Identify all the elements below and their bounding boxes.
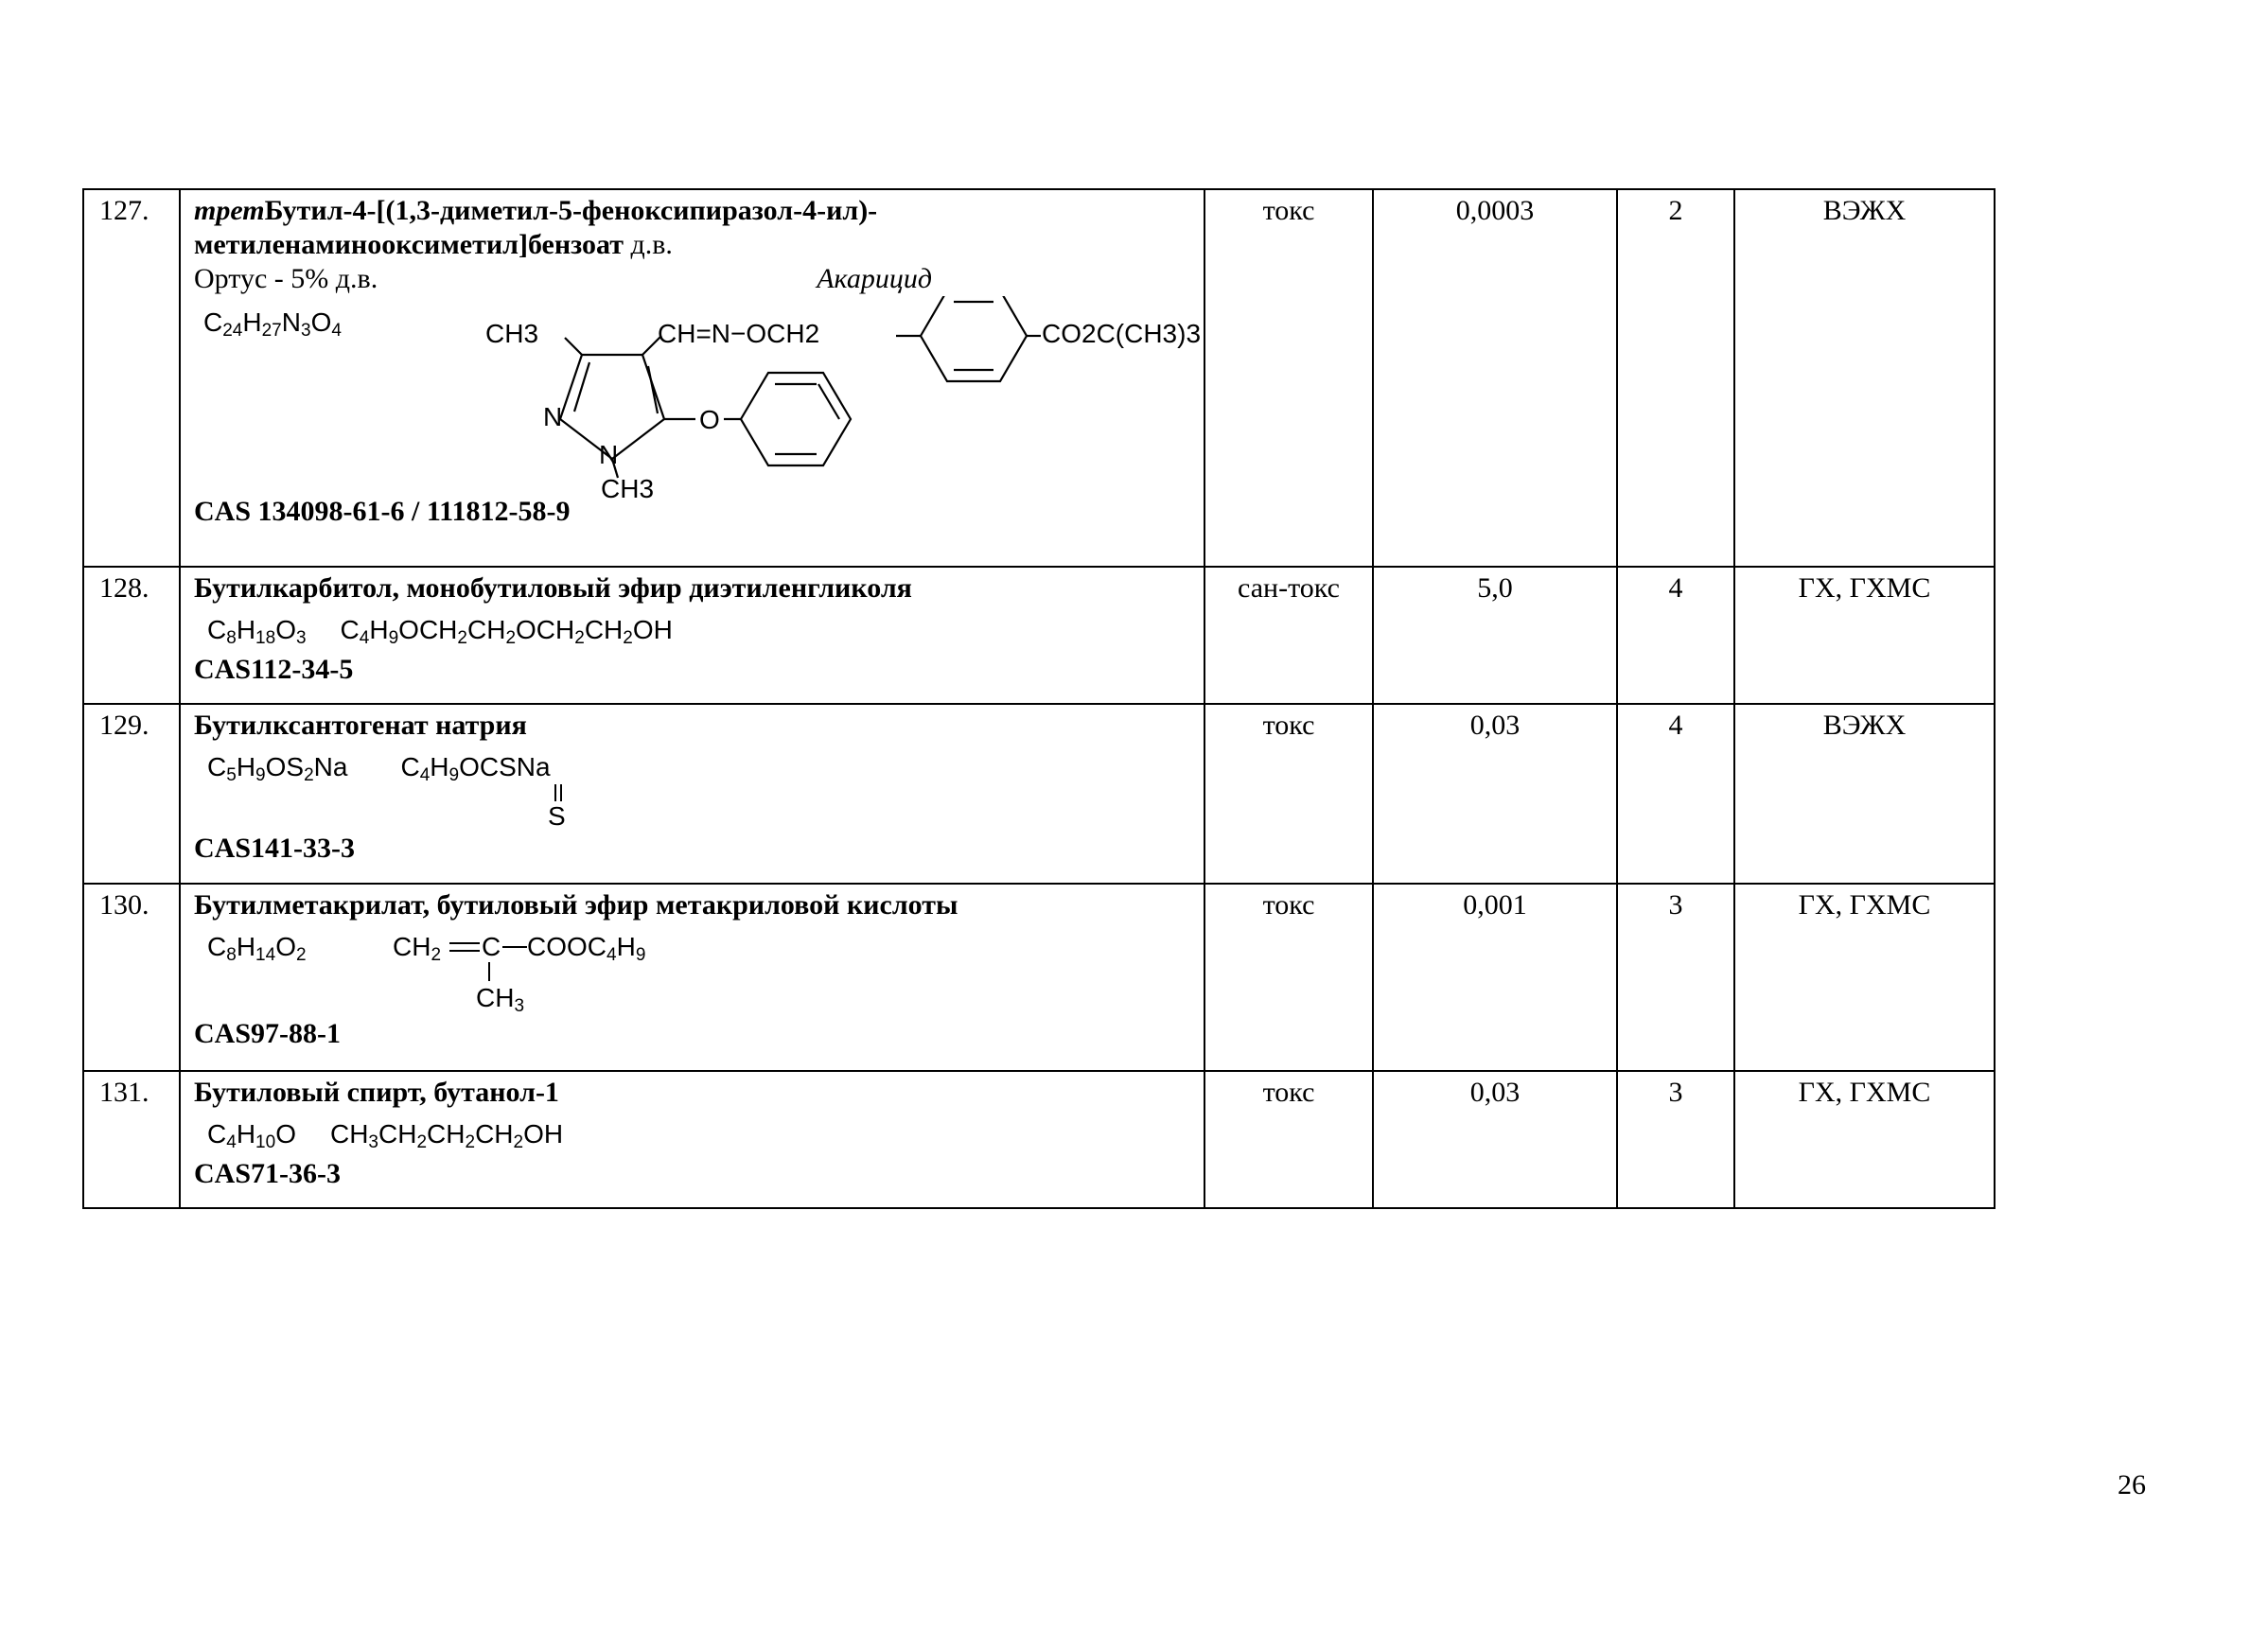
method-cell: ВЭЖХ	[1734, 189, 1995, 567]
struct-ester: CO2C(CH3)3	[1042, 319, 1202, 348]
molecular-formula: $C_8H_{14}O_2$	[207, 932, 307, 965]
molecular-formula: $C_{24}H_{27}N_3O_4$	[203, 307, 342, 341]
row-number: 129.	[83, 704, 180, 884]
name-line-2-suffix: д.в.	[623, 229, 673, 260]
value-cell: 0,03	[1373, 1071, 1617, 1208]
thione-sulfur: S	[548, 801, 566, 831]
structure-area	[194, 296, 1202, 503]
cas-number: CAS97-88-1	[194, 1018, 341, 1049]
molecular-formula: $C_8H_{18}O_3$	[207, 615, 307, 648]
table-row-130	[83, 884, 1995, 1071]
page-number: 26	[2118, 1469, 2146, 1500]
cas-number: CAS 134098-61-6 / 111812-58-9	[194, 496, 571, 527]
value-cell: 0,001	[1373, 884, 1617, 1071]
substance-cell	[180, 189, 1204, 567]
cas-number: CAS112-34-5	[194, 654, 354, 685]
substances-table	[82, 188, 1995, 1209]
value-cell: 0,0003	[1373, 189, 1617, 567]
class-cell: 2	[1617, 189, 1734, 567]
cas-number: CAS141-33-3	[194, 833, 355, 864]
table-row-131	[83, 1071, 1995, 1208]
class-cell: 3	[1617, 884, 1734, 1071]
struct-n1: N	[543, 402, 563, 431]
class-cell: 3	[1617, 1071, 1734, 1208]
name-main: Бутил-4-[(1,3-диметил-5-феноксипиразол-4-ил)-	[264, 195, 878, 226]
table-row-129	[83, 704, 1995, 884]
sign-cell: токс	[1204, 1071, 1373, 1208]
class-cell: 4	[1617, 567, 1734, 704]
struct-ch2: $CH_2$	[393, 932, 442, 965]
substance-cell	[180, 1071, 1204, 1208]
row-number: 127.	[83, 189, 180, 567]
struct-o: O	[699, 405, 720, 434]
value-cell: 5,0	[1373, 567, 1617, 704]
substance-cell	[180, 567, 1204, 704]
benzene-ring	[921, 296, 1027, 381]
table-row-128	[83, 567, 1995, 704]
trade-name: Ортус - 5% д.в.	[194, 263, 378, 294]
structural-formula: $CH_3CH_2CH_2CH_2OH$	[329, 1119, 564, 1152]
method-cell: ВЭЖХ	[1734, 704, 1995, 884]
struct-ch3: $CH_3$	[476, 983, 525, 1016]
sign-cell: сан-токс	[1204, 567, 1373, 704]
struct-ester: $COOC_4H_9$	[527, 932, 646, 965]
activity-label: Акарицид	[817, 263, 932, 294]
molecular-formula: $C_5H_9OS_2Na$	[207, 752, 348, 785]
molecular-formula: $C_4H_{10}O$	[207, 1119, 296, 1152]
phenyl-ring	[741, 373, 851, 465]
cas-number: CAS71-36-3	[194, 1158, 341, 1189]
method-cell: ГХ, ГХМС	[1734, 884, 1995, 1071]
sign-cell: токс	[1204, 884, 1373, 1071]
struct-c: C	[482, 932, 501, 961]
substance-name: Бутиловый спирт, бутанол-1	[194, 1077, 559, 1108]
method-cell: ГХ, ГХМС	[1734, 567, 1995, 704]
substance-name	[194, 194, 1194, 228]
substance-name: Бутилкарбитол, монобутиловый эфир диэтиленгликоля	[194, 572, 912, 604]
sign-cell: токс	[1204, 189, 1373, 567]
row-number: 131.	[83, 1071, 180, 1208]
structural-formula: $C_4H_9OCSNa$	[400, 752, 551, 785]
substance-name: Бутилметакрилат, бутиловый эфир метакриловой кислоты	[194, 889, 958, 921]
method-cell: ГХ, ГХМС	[1734, 1071, 1995, 1208]
substance-cell	[180, 884, 1204, 1071]
row-number: 128.	[83, 567, 180, 704]
struct-ch3-bottom: CH3	[601, 474, 655, 503]
value-cell: 0,03	[1373, 704, 1617, 884]
name-prefix-italic: трет	[194, 195, 265, 226]
struct-n2: N	[599, 440, 619, 469]
table-row-127	[83, 189, 1995, 567]
structural-formula: $C_4H_9OCH_2CH_2OCH_2CH_2OH$	[340, 615, 673, 648]
substance-name: Бутилксантогенат натрия	[194, 710, 527, 741]
substance-cell	[180, 704, 1204, 884]
row-number: 130.	[83, 884, 180, 1071]
sign-cell: токс	[1204, 704, 1373, 884]
struct-ch3-top: CH3	[485, 319, 539, 348]
name-line-2: метиленаминооксиметил]бензоат	[194, 229, 624, 260]
struct-chain: CH=N−OCH2	[658, 319, 820, 348]
class-cell: 4	[1617, 704, 1734, 884]
